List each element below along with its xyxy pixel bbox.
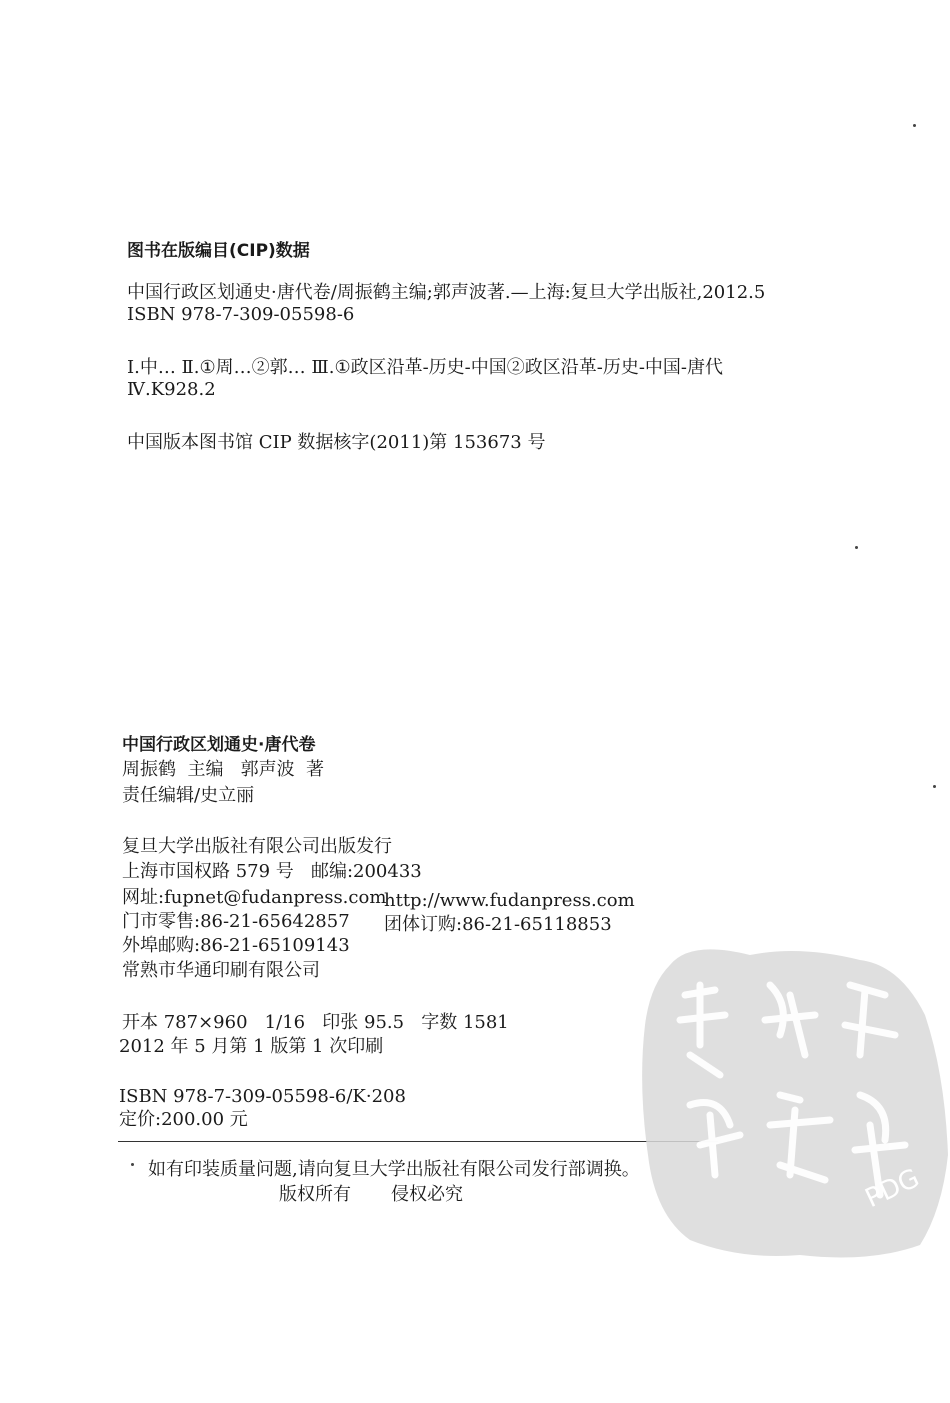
- rights-reserved: 版权所有: [279, 1184, 351, 1205]
- publisher-mail-order-phone: 外埠邮购:86-21-65109143: [122, 935, 350, 956]
- cip-catalog-entry: 中国行政区划通史·唐代卷/周振鹤主编;郭声波著.—上海:复旦大学出版社,2012.5: [127, 282, 766, 303]
- speck-dot: [855, 546, 858, 549]
- book-authors: 周振鹤 主编 郭声波 著: [122, 759, 325, 780]
- cip-subject-headings: Ⅰ.中… Ⅱ.①周…②郭… Ⅲ.①政区沿革-历史-中国②政区沿革-历史-中国-唐代: [127, 357, 723, 378]
- cip-classification: Ⅳ.K928.2: [127, 379, 216, 400]
- publisher-url: http://www.fudanpress.com: [384, 890, 635, 911]
- printer-name: 常熟市华通印刷有限公司: [122, 960, 320, 981]
- publisher-name: 复旦大学出版社有限公司出版发行: [122, 836, 392, 857]
- rights-notice: [279, 1184, 463, 1206]
- publisher-email: 网址:fupnet@fudanpress.com: [122, 887, 387, 908]
- price: 定价:200.00 元: [119, 1109, 248, 1130]
- watermark-seal: [630, 925, 950, 1265]
- cip-record-number: 中国版本图书馆 CIP 数据核字(2011)第 153673 号: [127, 432, 546, 453]
- speck-dot: [131, 1163, 134, 1166]
- speck-dot: [933, 785, 936, 788]
- infringement-notice: 侵权必究: [391, 1184, 463, 1205]
- isbn-full: ISBN 978-7-309-05598-6/K·208: [119, 1086, 406, 1107]
- divider-rule: [118, 1141, 718, 1142]
- publisher-retail-phone: 门市零售:86-21-65642857: [122, 911, 350, 932]
- watermark-pdg-label: PDG: [860, 1163, 925, 1215]
- speck-dot: [913, 124, 916, 127]
- publisher-address: 上海市国权路 579 号 邮编:200433: [122, 861, 422, 882]
- edition-printing: 2012 年 5 月第 1 版第 1 次印刷: [119, 1036, 384, 1057]
- book-editor: 责任编辑/史立丽: [122, 785, 255, 806]
- book-title: 中国行政区划通史·唐代卷: [122, 735, 316, 755]
- publisher-group-order-phone: 团体订购:86-21-65118853: [384, 914, 612, 935]
- book-format-specs: 开本 787×960 1/16 印张 95.5 字数 1581: [122, 1012, 509, 1033]
- cip-isbn: ISBN 978-7-309-05598-6: [127, 304, 355, 325]
- cip-title: 图书在版编目(CIP)数据: [127, 241, 310, 261]
- quality-notice: 如有印装质量问题,请向复旦大学出版社有限公司发行部调换。: [148, 1159, 640, 1180]
